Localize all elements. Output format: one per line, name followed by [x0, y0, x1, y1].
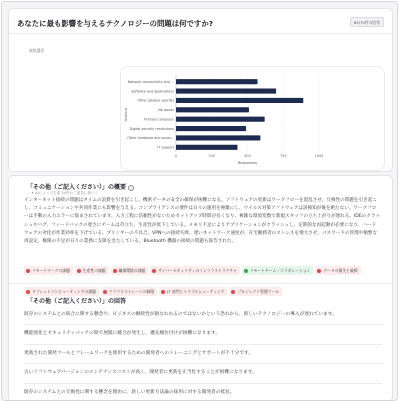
response-item: 既存のシステムとの統合に関する懸念や、ビジネスの継続性が損なわれるのではないかという恐れから、新しいテクノロジーの導入が遅れています。 [24, 306, 382, 325]
ai-note-text: AIによって生成 24件のご意見に基づく [35, 191, 99, 195]
status-dot-icon [152, 269, 156, 273]
response-item: 機能強化とセキュリティパッチの間で展開に競合が発生し、優先順位付けが困難になります。 [24, 325, 382, 344]
topic-tag[interactable] [101, 287, 157, 296]
bar [176, 126, 246, 131]
topic-tag[interactable] [150, 266, 240, 275]
topic-tag[interactable] [159, 287, 227, 296]
topic-tag-label: 職場環境の課題 [118, 268, 146, 273]
status-dot-icon [103, 290, 107, 294]
x-axis-label: Responses [237, 161, 258, 165]
topic-tags [24, 257, 384, 299]
topic-tag[interactable] [229, 287, 282, 296]
divider [9, 283, 392, 284]
bar [176, 98, 303, 103]
status-dot-icon [113, 269, 117, 273]
topic-tag[interactable] [24, 266, 73, 275]
bar [176, 79, 258, 84]
y-axis-label: Options [124, 107, 128, 122]
response-item: 更新された開発ツールとフレームワークを使用するための開発者へのトレーニングとサポートが不十分です。 [24, 345, 382, 364]
status-dot-icon [26, 290, 30, 294]
bar [176, 107, 249, 112]
bar [176, 145, 237, 150]
status-dot-icon [77, 269, 81, 273]
status-dot-icon [231, 290, 235, 294]
category-label: Other hardware and acces... [127, 136, 174, 141]
question-title: あなたに最も影響を与えるテクノロジーの問題は何ですか? [17, 19, 214, 28]
topic-tag-label: 生産性の課題 [82, 268, 106, 273]
topic-tag-label: リモートワークの課題 [32, 268, 70, 273]
question-card [8, 8, 393, 172]
status-dot-icon [161, 290, 165, 294]
topic-tag[interactable] [75, 266, 109, 275]
category-label: Other (please specify) [137, 98, 174, 103]
summary-body: インターネット接続の問題はタイムの浪費を引き起こし、機密データの安全の確保が困難になる。ソフトウェアの更新はワークフローを混乱させ、互換性の問題を引き起こし、コミュニケーションや共同作業にも影響を与える。コンプライアンスの要件は日々の運用を複雑にし、ウイルス対策ソフトウェアは誤検知が後を絶たない。ワークフローは手動の入力エラーに悩まされています。入力工程に信頼性がないためセットアップ時間が長くなり、複雑な環境変数で新規スタッフの立ち上がりが遅れる。IDEのクラッシュやバグ、フィードバックの遅さにチームは苛立ち、生産性が低下している。メモリ不足によりアプリケーションがクラッシュし、定期的な再起動が必要になり、ハードウェアの劣化が作業効率を下げている。プリンターの不具合、VPNへの接続失敗、遅いネットワーク速度が、在宅勤務者のストレスを増大させ、パスワードの管理や頻繁な再設定、権限の不足が日々の業務に支障をきたしている。Bluetooth 機器の接続の問題も報告された。 [24, 198, 381, 245]
bar-chart [121, 67, 386, 172]
response-item: 古いソフトウェアバージョンのメンテナンスコストが高く、開発者に更新を正当化することが困難になります。 [24, 364, 382, 383]
topic-tag-label: プロジェクト管理ツール [237, 289, 280, 294]
topic-tag-label: IT 部門とトラブルシューティング [167, 289, 225, 294]
survey-report-frame [1, 1, 398, 401]
x-tick-label: 250 [208, 154, 215, 158]
topic-tag[interactable] [242, 266, 313, 275]
status-dot-icon [26, 269, 30, 273]
topic-tag-label: リモートチーム・コラボレーション [249, 268, 311, 273]
question-type-label: 複数選択 [29, 48, 45, 53]
x-tick-label: 500 [244, 154, 251, 158]
topic-tag[interactable] [24, 287, 99, 296]
x-tick-label: 0 [174, 154, 178, 158]
summary-title-text: 「その他（ご記入ください）」の概要 [27, 184, 127, 191]
topic-tag-label: クラウドストレージの制限 [108, 289, 155, 294]
topic-tag-label: サイバーセキュリティのインフラストラクチャ [158, 268, 237, 273]
category-label: Digital security restrictions [129, 126, 174, 131]
category-label: Network connectivity and ... [127, 79, 174, 84]
chart-container [120, 66, 385, 171]
category-label: Primary computer [144, 117, 174, 122]
topic-tag-label: タブレットコンピューティングの課題 [32, 289, 96, 294]
bar [176, 88, 276, 93]
status-dot-icon [317, 269, 321, 273]
x-tick-label: 750 [280, 154, 287, 158]
bar [176, 117, 265, 122]
summary-title [27, 182, 134, 191]
category-label: Software and applications [131, 89, 174, 94]
x-tick-label: 1000 [314, 154, 324, 158]
summary-card [8, 175, 393, 401]
topic-tag[interactable] [315, 266, 360, 275]
category-label: No issues [158, 108, 174, 113]
topic-tag-label: データの損失と破損 [323, 268, 358, 273]
sparkle-icon: ✦ [31, 191, 35, 195]
topic-tag[interactable] [111, 266, 149, 275]
responses-list [24, 306, 382, 401]
response-item: 既存のシステムとの互換性に関する懸念を理由に、新しい更新方法論の採用に対する開発者の抵抗。 [24, 389, 235, 395]
info-icon[interactable]: i [128, 185, 134, 191]
category-label: IT support [157, 145, 174, 150]
divider [9, 33, 392, 34]
status-dot-icon [244, 269, 248, 273]
responses-title: 「その他（ご記入ください）」の回答 [27, 298, 127, 305]
bar [176, 135, 260, 140]
ai-generated-note [31, 191, 98, 196]
response-count-badge: 65/70件の回答 [350, 17, 384, 27]
